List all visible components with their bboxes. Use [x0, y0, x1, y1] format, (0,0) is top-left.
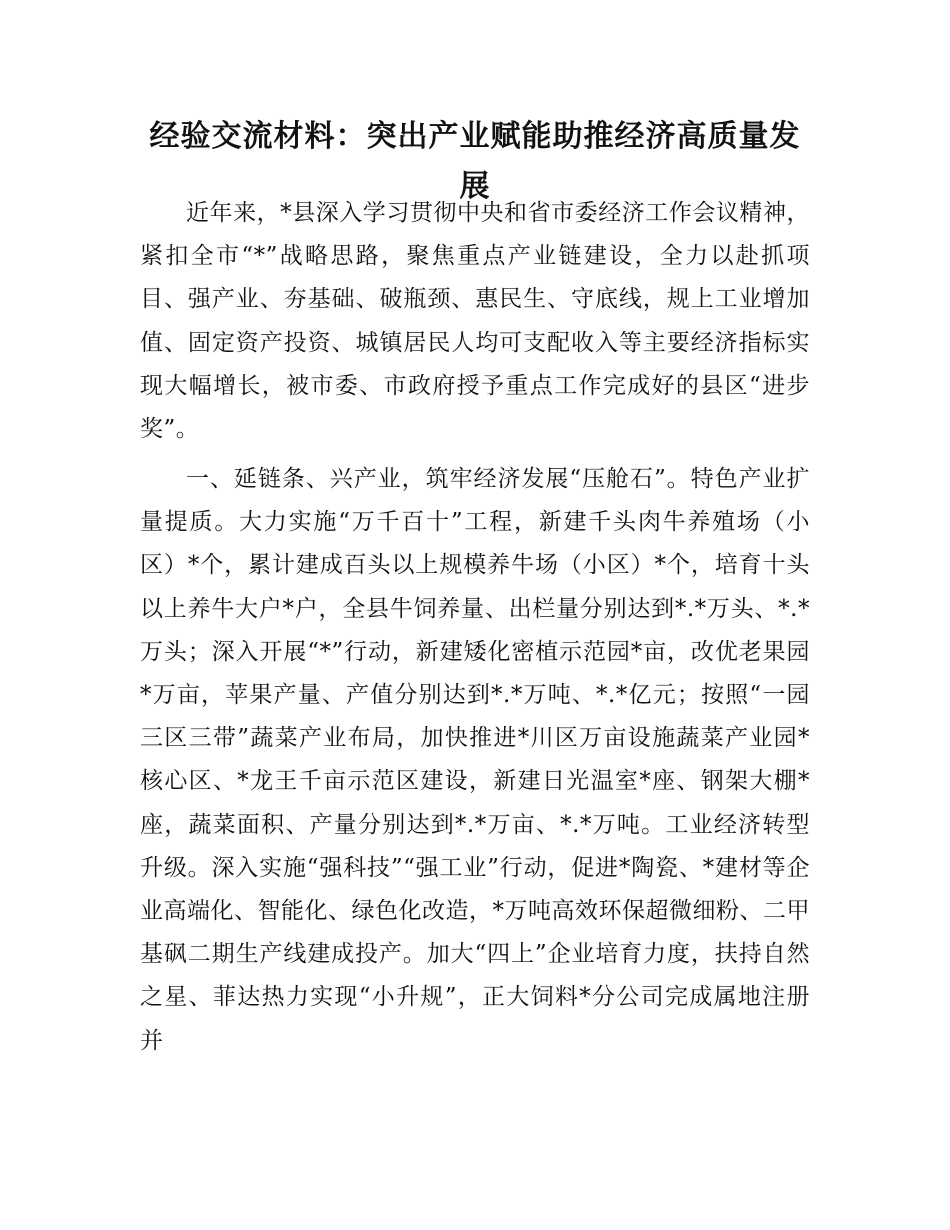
paragraph-section-one: 一、延链条、兴产业，筑牢经济发展“压舱石”。特色产业扩量提质。大力实施“万千百十”工程，新建千头肉牛养殖场（小区）*个，累计建成百头以上规模养牛场（小区）*个，培育十头以上养牛大户*户，全县牛饲养量、出栏量分别达到*.*万头、*.*万头；深入开展“*”行动，新建矮化密植示范园*亩，改优老果园*万亩，苹果产量、产值分别达到*.*万吨、*.*亿元；按照“一园三区三带”蔬菜产业布局，加快推进*川区万亩设施蔬菜产业园*核心区、*龙王千亩示范区建设，新建日光温室*座、钢架大棚*座，蔬菜面积、产量分别达到*.*万亩、*.*万吨。工业经济转型升级。深入实施“强科技”“强工业”行动，促进*陶瓷、*建材等企业高端化、智能化、绿色化改造，*万吨高效环保超微细粉、二甲基砜二期生产线建成投产。加大“四上”企业培育力度，扶持自然之星、菲达热力实现“小升规”，正大饲料*分公司完成属地注册并 [140, 466, 810, 1054]
paragraph-intro: 近年来，*县深入学习贯彻中央和省市委经济工作会议精神，紧扣全市“*”战略思路，聚焦重点产业链建设，全力以赴抓项目、强产业、夯基础、破瓶颈、惠民生、守底线，规上工业增加值、固定资产投资、城镇居民人均可支配收入等主要经济指标实现大幅增长，被市委、市政府授予重点工作完成好的县区“进步奖”。 [140, 200, 810, 443]
document-title: 经验交流材料：突出产业赋能助推经济高质量发展 [149, 119, 801, 204]
